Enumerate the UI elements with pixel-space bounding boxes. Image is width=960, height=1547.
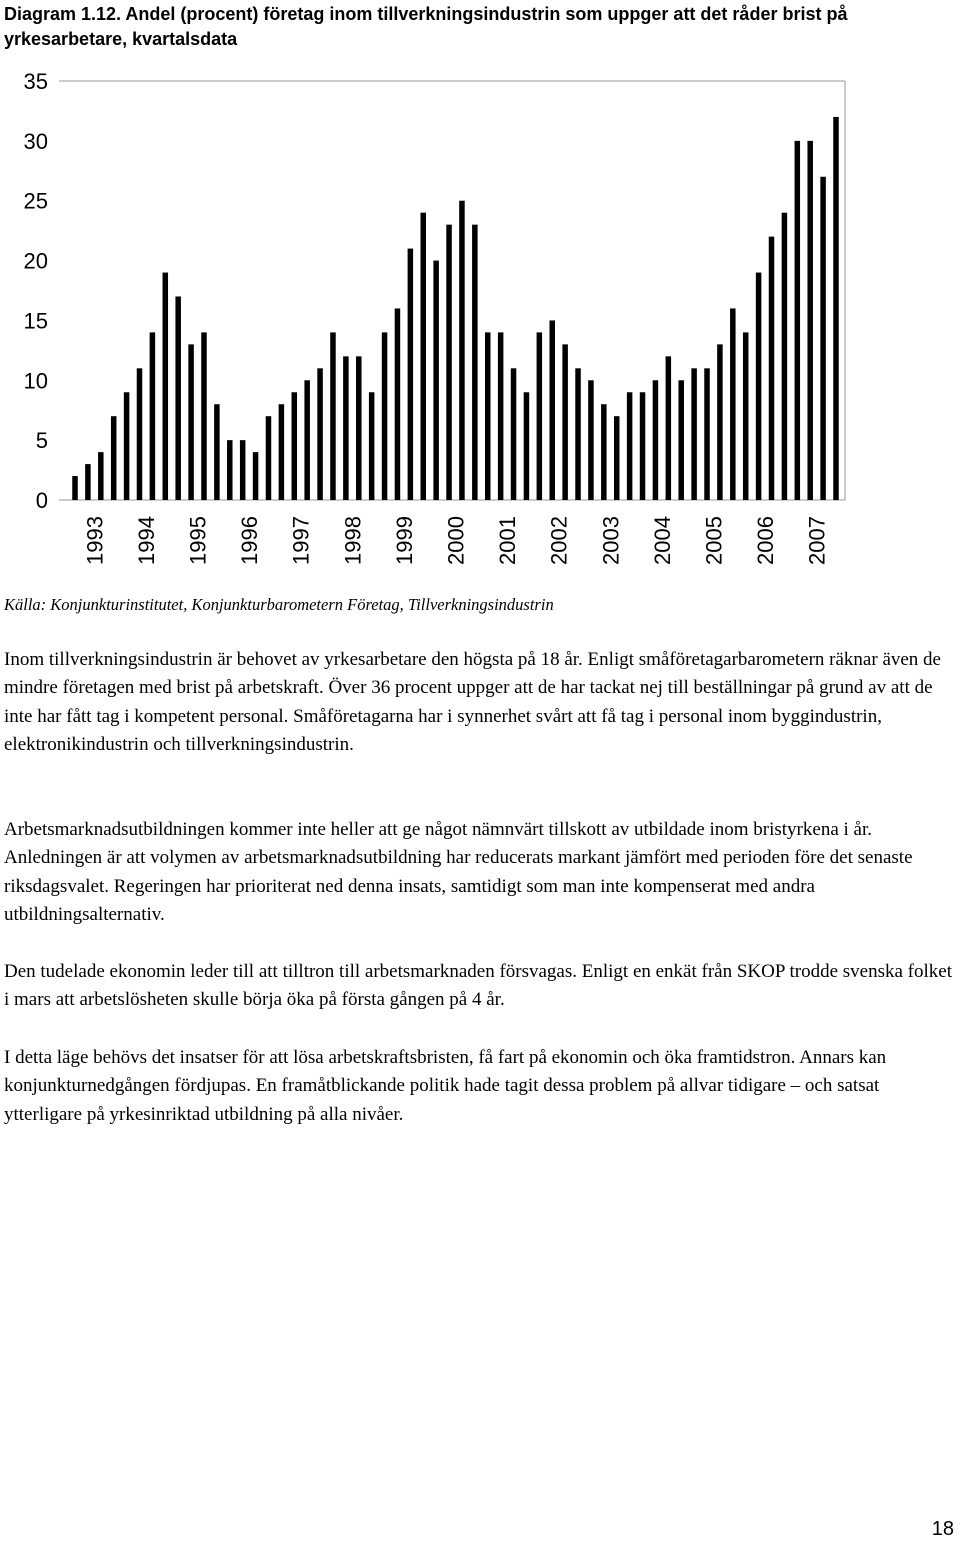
x-year-label: 1996: [237, 516, 263, 565]
bar: [472, 225, 478, 500]
bar: [653, 380, 659, 500]
bar: [408, 249, 414, 500]
x-year-label: 2004: [649, 516, 675, 565]
bar: [330, 332, 336, 500]
paragraph: I detta läge behövs det insatser för att lösa arbetskraftsbristen, få fart på ekonomin och öka framtidstron. Annars kan konjunkturnedgången fördjupas. En framåtblickande politik hade tagit dessa problem på allvar tidigare – och satsat ytterligare på yrkesinriktad utbildning på alla nivåer.: [4, 1047, 887, 1125]
x-year-label: 2005: [701, 516, 727, 565]
x-year-label: 1998: [340, 516, 366, 565]
bar-chart: [0, 70, 960, 590]
bar: [795, 141, 801, 500]
bar: [253, 452, 259, 500]
bar: [421, 213, 427, 500]
bar: [756, 273, 762, 500]
bar: [201, 332, 207, 500]
y-tick-label: 30: [23, 128, 48, 154]
bar: [549, 320, 555, 500]
bar: [614, 416, 620, 500]
bar: [433, 261, 439, 500]
bar: [704, 368, 710, 500]
x-year-label: 2007: [804, 516, 830, 565]
bar: [292, 392, 298, 500]
bar: [188, 344, 194, 500]
x-year-label: 2000: [443, 516, 469, 565]
bar: [85, 464, 91, 500]
bar: [769, 237, 775, 500]
bar: [575, 368, 581, 500]
bar: [459, 201, 465, 500]
bar: [214, 404, 220, 500]
bar: [820, 177, 826, 500]
y-tick-label: 5: [35, 428, 48, 454]
bar: [317, 368, 323, 500]
bar: [511, 368, 517, 500]
x-year-label: 1993: [82, 516, 108, 565]
bar: [343, 356, 349, 500]
paragraph: Inom tillverkningsindustrin är behovet av yrkesarbetare den högsta på 18 år. Enligt småföretagarbarometern räknar även de mindre företagen med brist på arbetskraft. Över 36 procent uppger att de har tackat nej till beställningar på grund av att de inte har fått tag i kompetent personal. Småföretagarna har i synnerhet svårt att få tag i personal inom byggindustrin, elektronikindustrin och tillverkningsindustrin.: [4, 649, 941, 755]
bar: [124, 392, 130, 500]
bar: [356, 356, 362, 500]
bar: [395, 308, 401, 500]
bar: [640, 392, 646, 500]
bar: [833, 117, 839, 500]
bar: [446, 225, 452, 500]
x-year-label: 2001: [495, 516, 521, 565]
chart-source: Källa: Konjunkturinstitutet, Konjunkturbarometern Företag, Tillverkningsindustrin: [4, 595, 554, 614]
bar: [627, 392, 633, 500]
bar: [111, 416, 117, 500]
y-tick-label: 35: [23, 70, 48, 94]
bar: [588, 380, 594, 500]
bar: [382, 332, 388, 500]
bar: [279, 404, 285, 500]
bar: [266, 416, 272, 500]
bar: [807, 141, 813, 500]
bar: [150, 332, 156, 500]
bar: [524, 392, 530, 500]
bar: [498, 332, 504, 500]
bar: [782, 213, 788, 500]
x-year-label: 1997: [288, 516, 314, 565]
bar: [743, 332, 749, 500]
bar: [163, 273, 169, 500]
paragraph: Arbetsmarknadsutbildningen kommer inte heller att ge något nämnvärt tillskott av utbildade inom bristyrkena i år. Anledningen är att volymen av arbetsmarknadsutbildning har reducerats markant jämfört med perioden före det senaste riksdagsvalet. Regeringen har prioriterat ned denna insats, samtidigt som man inte kompenserat med andra utbildningsalternativ.: [4, 819, 913, 925]
chart-svg: [0, 70, 960, 590]
bar: [72, 476, 78, 500]
x-year-label: 2002: [546, 516, 572, 565]
chart-caption: Diagram 1.12. Andel (procent) företag inom tillverkningsindustrin som uppger att det råder brist på yrkesarbetare, kvartalsdata: [4, 4, 848, 49]
bar: [601, 404, 607, 500]
x-year-label: 1995: [185, 516, 211, 565]
paragraph: Den tudelade ekonomin leder till att tilltron till arbetsmarknaden försvagas. Enligt en enkät från SKOP trodde svenska folket i mars att arbetslösheten skulle börja öka på första gången på 4 år.: [4, 961, 952, 1011]
bar: [730, 308, 736, 500]
bar: [678, 380, 684, 500]
bar: [98, 452, 104, 500]
y-tick-label: 15: [23, 308, 48, 334]
x-year-label: 1999: [391, 516, 417, 565]
bar: [369, 392, 375, 500]
bar: [304, 380, 310, 500]
x-year-label: 2003: [598, 516, 624, 565]
y-tick-label: 20: [23, 248, 48, 274]
bar: [227, 440, 233, 500]
y-tick-label: 0: [35, 488, 48, 513]
bar: [137, 368, 143, 500]
bar: [691, 368, 697, 500]
bar: [537, 332, 543, 500]
bar: [717, 344, 723, 500]
y-tick-label: 25: [23, 188, 48, 214]
y-tick-label: 10: [23, 368, 48, 394]
bar: [562, 344, 568, 500]
bar: [666, 356, 672, 500]
bar: [240, 440, 246, 500]
bar: [485, 332, 491, 500]
x-year-label: 2006: [753, 516, 779, 565]
page-number: 18: [931, 1518, 954, 1540]
x-year-label: 1994: [133, 516, 159, 565]
bar: [175, 296, 181, 500]
